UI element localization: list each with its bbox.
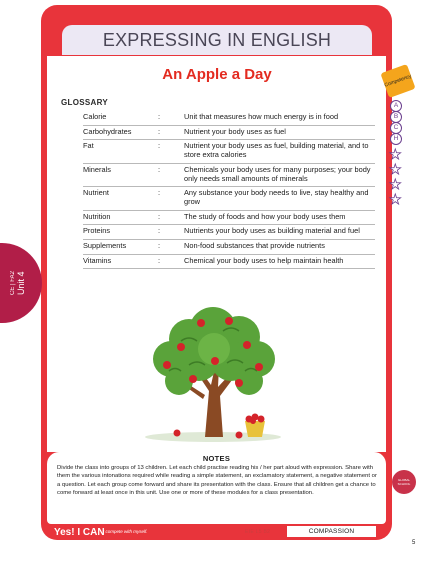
glossary-row [83, 240, 375, 255]
footer-value-badge: COMPASSION [287, 526, 376, 537]
glossary-separator: : [158, 211, 161, 221]
glossary-row [83, 140, 375, 163]
glossary-term: Vitamins [83, 255, 112, 265]
glossary-definition: Chemical your body uses to help maintain health [184, 255, 344, 265]
apple-tree-icon [141, 301, 287, 446]
glossary-term: Carbohydrates [83, 126, 132, 136]
star-icon: ★ [389, 176, 402, 192]
page-number: 5 [412, 540, 416, 546]
competency-tab [380, 64, 415, 98]
glossary-row [83, 164, 375, 187]
glossary-definition: Nutrient your body uses as fuel [184, 126, 286, 136]
unit-tab-code: CE | FA2 [10, 271, 16, 295]
lesson-title: An Apple a Day [162, 66, 272, 83]
glossary-row [83, 255, 375, 270]
footer-book-code: EIE L5 B2 [245, 529, 271, 535]
glossary-definition: Non-food substances that provide nutrients [184, 241, 325, 251]
glossary-separator: : [158, 164, 161, 174]
glossary-separator: : [158, 112, 161, 121]
notes-text: Divide the class into groups of 13 children. Let each child practise reading his / her part aloud with expression. Share with them the various intonations required while reading a simple statement, an exclamatory statement, a negative statement or a question. Let each group come forward and share its presentation with the class. Ensure that all children get a chance to come forward at least once in this unit. Use one or more of these modules for a class presentation. [57, 465, 377, 497]
glossary-term: Proteins [83, 226, 111, 236]
apple-tree-illustration [141, 301, 287, 446]
glossary-term: Fat [83, 141, 94, 151]
glossary-row [83, 225, 375, 240]
section-header [62, 25, 372, 55]
glossary-separator: : [158, 241, 161, 251]
yes-i-can-logo: Yes! I CAN [54, 527, 105, 538]
seal-text: GLOBAL SCHOOL [397, 478, 411, 486]
unit-tab-text [10, 251, 30, 315]
competency-letter: C [390, 122, 402, 134]
glossary-definition: Chemicals your body uses for many purposes; your body only needs small amounts of minerals [184, 164, 371, 183]
star-icon: ★ [389, 161, 402, 177]
section-title: EXPRESSING IN ENGLISH [102, 29, 332, 50]
competency-strip [384, 68, 412, 218]
competency-tab-label: Competency [383, 73, 413, 89]
notes-heading: NOTES [202, 454, 231, 463]
glossary-definition: Nutrients your body uses as building material and fuel [184, 226, 360, 236]
glossary-table [83, 111, 375, 269]
glossary-heading: GLOSSARY [61, 98, 108, 107]
glossary-row [83, 211, 375, 226]
glossary-separator: : [158, 226, 161, 236]
glossary-term: Calorie [83, 112, 107, 121]
star-icon: ★ [389, 146, 402, 162]
competency-letter: B [390, 111, 402, 123]
glossary-separator: : [158, 141, 161, 151]
star-icon: ★ [389, 191, 402, 207]
glossary-term: Nutrition [83, 211, 111, 221]
school-seal-logo [392, 470, 416, 494]
unit-tab-label: Unit 4 [16, 271, 26, 295]
unit-side-tab [0, 243, 42, 323]
teacher-notes [47, 452, 386, 524]
glossary-definition: Unit that measures how much energy is in food [184, 112, 339, 121]
glossary-definition: The study of foods and how your body uses them [184, 211, 346, 221]
glossary-separator: : [158, 126, 161, 136]
glossary-row [83, 111, 375, 126]
glossary-term: Minerals [83, 164, 111, 174]
glossary-definition: Nutrient your body uses as fuel, building material, and to store extra calories [184, 141, 369, 160]
footer-slogan: I compete with myself. [103, 529, 148, 534]
glossary-row [83, 187, 375, 210]
glossary-term: Supplements [83, 241, 127, 251]
glossary-separator: : [158, 255, 161, 265]
competency-letter: A [390, 100, 402, 112]
glossary-term: Nutrient [83, 188, 109, 198]
glossary-row [83, 126, 375, 141]
competency-letter: H [390, 133, 402, 145]
glossary-definition: Any substance your body needs to live, stay healthy and grow [184, 188, 369, 206]
glossary-separator: : [158, 188, 161, 198]
